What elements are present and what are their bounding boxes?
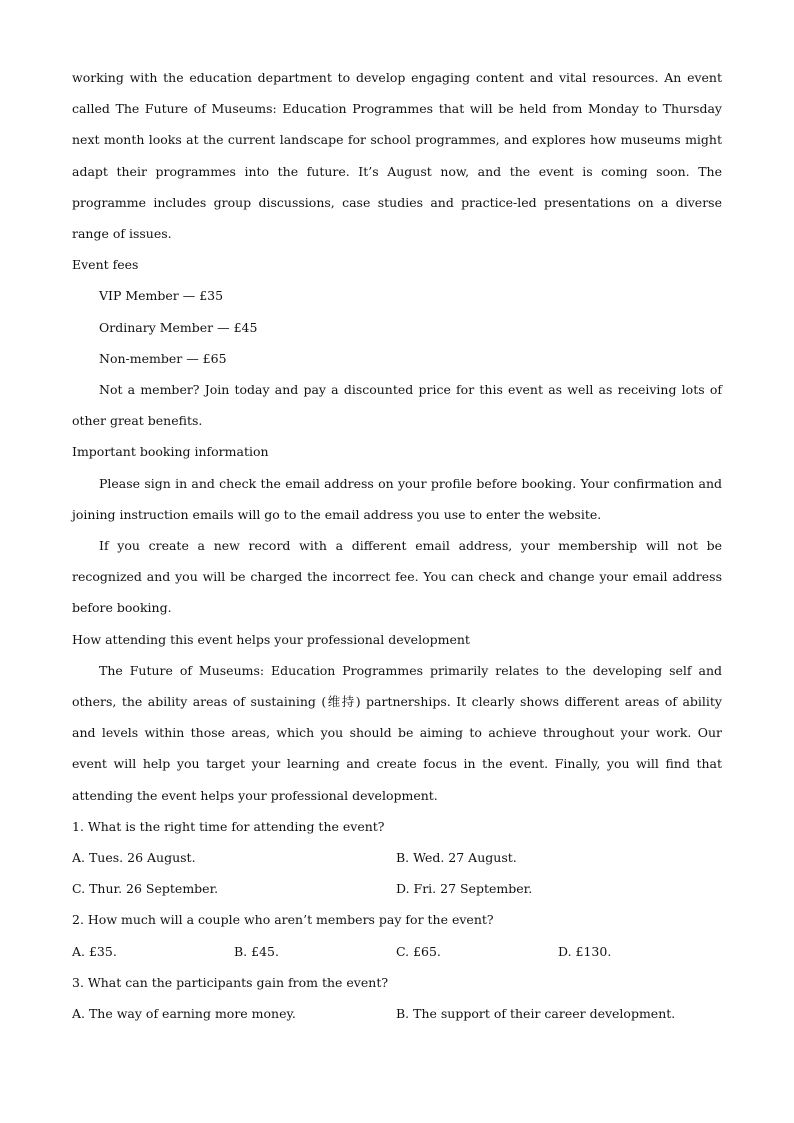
question-2-option-d[interactable]: D. £130. <box>558 943 612 959</box>
fees-note: Not a member? Join today and pay a discounted price for this event as well as receiving lots of other great benefits. <box>72 382 722 429</box>
question-1: 1. What is the right time for attending the event? <box>72 818 385 834</box>
fee-vip: VIP Member — £35 <box>99 288 224 304</box>
question-2-options-row <box>72 936 722 967</box>
question-1-option-d[interactable]: D. Fri. 27 September. <box>396 881 533 897</box>
question-2-option-b[interactable]: B. £45. <box>234 943 279 959</box>
fee-ordinary: Ordinary Member — £45 <box>99 319 258 335</box>
question-2: 2. How much will a couple who aren’t members pay for the event? <box>72 912 494 928</box>
fees-heading: Event fees <box>72 257 139 273</box>
booking-paragraph-1: Please sign in and check the email address on your profile before booking. Your confirmation and joining instruction emails will go to the email address you use to enter the website. <box>72 475 722 522</box>
intro-paragraph: working with the education department to develop engaging content and vital resources. An event called The Future of Museums: Education Programmes that will be held from Monday to Thursday next month looks at the current landscape for school programmes, and explores how museums might adapt their programmes into the future. It’s August now, and the event is coming soon. The programme includes group discussions, case studies and practice-led presentations on a diverse range of issues. <box>72 70 722 242</box>
question-3-options-row <box>72 998 722 1029</box>
development-paragraph: The Future of Museums: Education Programmes primarily relates to the developing self and others, the ability areas of sustaining (维持) partnerships. It clearly shows different areas of ability and levels within those areas, which you should be aiming to achieve throughout your work. Our event will help you target your learning and create focus in the event. Finally, you will find that attending the event helps your professional development. <box>72 662 722 803</box>
booking-heading: Important booking information <box>72 444 269 460</box>
question-1-option-b[interactable]: B. Wed. 27 August. <box>396 850 517 866</box>
question-1-options-row-1 <box>72 842 722 873</box>
development-heading: How attending this event helps your professional development <box>72 631 470 647</box>
question-1-option-a[interactable]: A. Tues. 26 August. <box>72 850 196 866</box>
fee-non-member: Non-member — £65 <box>99 350 227 366</box>
question-3-option-b[interactable]: B. The support of their career development. <box>396 1006 676 1022</box>
question-1-options-row-2 <box>72 873 722 904</box>
question-3-option-a[interactable]: A. The way of earning more money. <box>72 1006 296 1022</box>
document-page <box>72 62 722 1029</box>
booking-paragraph-2: If you create a new record with a different email address, your membership will not be recognized and you will be charged the incorrect fee. You can check and change your email address before booking. <box>72 538 722 616</box>
question-1-option-c[interactable]: C. Thur. 26 September. <box>72 881 219 897</box>
question-2-option-c[interactable]: C. £65. <box>396 943 441 959</box>
question-3: 3. What can the participants gain from the event? <box>72 974 389 990</box>
question-2-option-a[interactable]: A. £35. <box>72 943 117 959</box>
